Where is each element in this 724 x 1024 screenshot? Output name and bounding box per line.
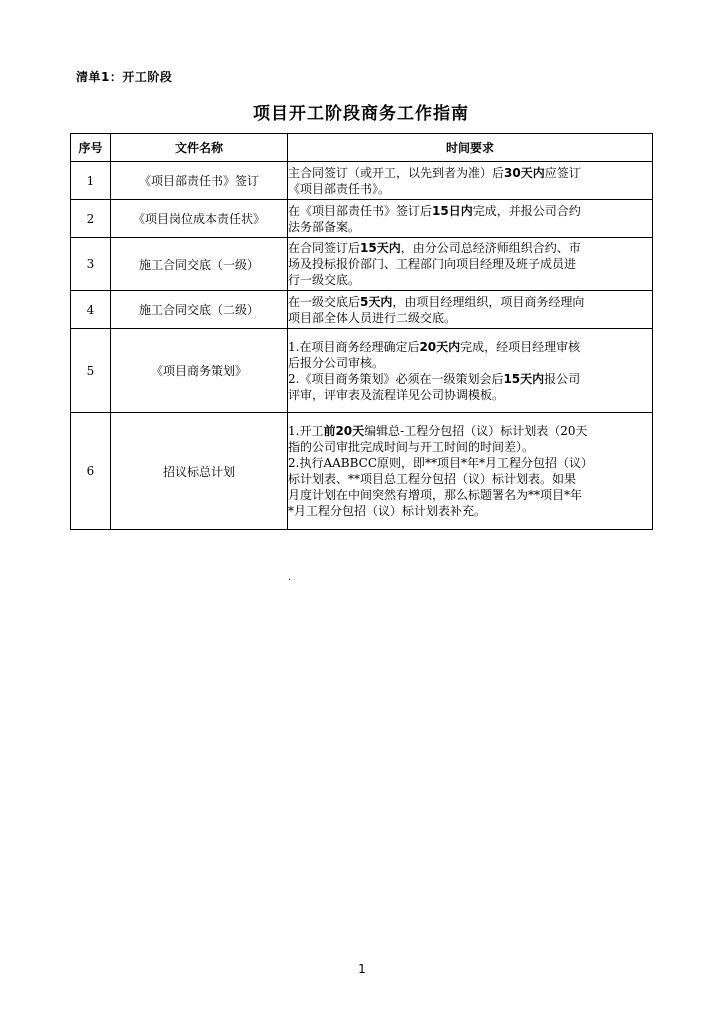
requirement-text: 在《项目部责任书》签订后 [288,203,433,218]
requirement-text: *月工程分包招（议）标计划表补充。 [288,504,487,518]
row-time-requirement [288,162,653,200]
requirement-text: 法务部备案。 [288,219,361,234]
row-number: 3 [71,238,111,291]
row-document-name: 施工合同交底（二级） [111,291,288,329]
row-number: 5 [71,329,111,413]
deadline-emphasis: 30天内 [504,165,545,180]
requirement-text: 在合同签订后 [288,241,361,255]
requirement-text: ，由项目经理组织，项目商务经理向 [392,294,585,309]
requirement-text: 1.在项目商务经理确定后 [288,339,420,354]
requirement-text: 2.《项目商务策划》必须在一级策划会后 [288,371,504,386]
requirement-line [288,355,652,371]
requirement-text: 指的公司审批完成时间与开工时间的时间差）。 [288,440,535,454]
requirement-text: 标计划表、**项目总工程分包招（议）标计划表。如果 [288,472,577,486]
requirement-text: 《项目部责任书》。 [288,181,391,196]
header-time-requirement: 时间要求 [288,134,653,162]
list-label: 清单1：开工阶段 [76,70,173,84]
row-time-requirement [288,291,653,329]
requirement-text: 场及投标报价部门、工程部门向项目经理及班子成员进 [288,257,577,271]
deadline-emphasis: 5天内 [360,294,393,309]
requirement-line [288,455,652,471]
requirement-text: 行一级交底。 [288,273,361,287]
requirement-text: ，由分公司总经济师组织合约、市 [400,241,581,255]
page-number: 1 [358,962,366,976]
deadline-emphasis: 15日内 [432,203,473,218]
row-number: 2 [71,200,111,238]
requirement-text: 月度计划在中间突然有增项，那么标题署名为**项目*年 [288,488,583,502]
table-row [71,329,653,413]
deadline-emphasis: 15天内 [503,371,545,386]
row-number: 1 [71,162,111,200]
requirement-line [288,272,652,288]
requirement-text: 报公司 [544,371,581,386]
row-document-name: 《项目部责任书》签订 [111,162,288,200]
requirement-text: 项目部全体人员进行二级交底。 [288,310,457,325]
stray-mark: . [288,572,292,583]
requirement-line [288,310,652,326]
requirement-text: 主合同签订（或开工，以先到者为准）后 [288,165,505,180]
requirement-line [288,339,652,355]
row-document-name: 《项目商务策划》 [111,329,288,413]
requirement-line [288,240,652,256]
requirement-line [288,165,652,181]
requirement-text: 2.执行AABBCC原则，即**项目*年*月工程分包招（议） [288,456,594,470]
requirement-line [288,203,652,219]
table-row [71,291,653,329]
requirement-line [288,371,652,387]
deadline-emphasis: 15天内 [360,241,401,255]
table-row [71,162,653,200]
document-title: 项目开工阶段商务工作指南 [253,104,469,124]
row-document-name: 施工合同交底（一级） [111,238,288,291]
guide-table [70,133,653,530]
requirement-line [288,219,652,235]
requirement-line [288,471,652,487]
requirement-text: 应签订 [544,165,581,180]
table-row [71,238,653,291]
row-time-requirement [288,200,653,238]
requirement-text: 编辑总-工程分包招（议）标计划表（20天 [364,424,588,438]
requirement-text: 评审，评审表及流程详见公司协调模板。 [288,387,505,402]
requirement-line [288,423,652,439]
requirement-text: 在一级交底后 [288,294,361,309]
requirement-line [288,487,652,503]
requirement-text: 完成，经项目经理审核 [460,339,581,354]
deadline-emphasis: 20天内 [419,339,461,354]
row-number: 4 [71,291,111,329]
table-header-row [71,134,653,162]
row-document-name: 招议标总计划 [111,413,288,530]
row-time-requirement [288,413,653,530]
requirement-text: 1.开工 [288,424,324,438]
requirement-line [288,181,652,197]
requirement-line [288,439,652,455]
table-row [71,413,653,530]
requirement-line [288,256,652,272]
row-time-requirement [288,238,653,291]
requirement-line [288,294,652,310]
header-number: 序号 [71,134,111,162]
row-number: 6 [71,413,111,530]
row-document-name: 《项目岗位成本责任状》 [111,200,288,238]
requirement-line [288,387,652,403]
requirement-text: 完成，并报公司合约 [472,203,581,218]
table-row [71,200,653,238]
header-document-name: 文件名称 [111,134,288,162]
row-time-requirement [288,329,653,413]
deadline-emphasis: 前20天 [323,424,365,438]
requirement-line [288,503,652,519]
requirement-text: 后报分公司审核。 [288,355,385,370]
